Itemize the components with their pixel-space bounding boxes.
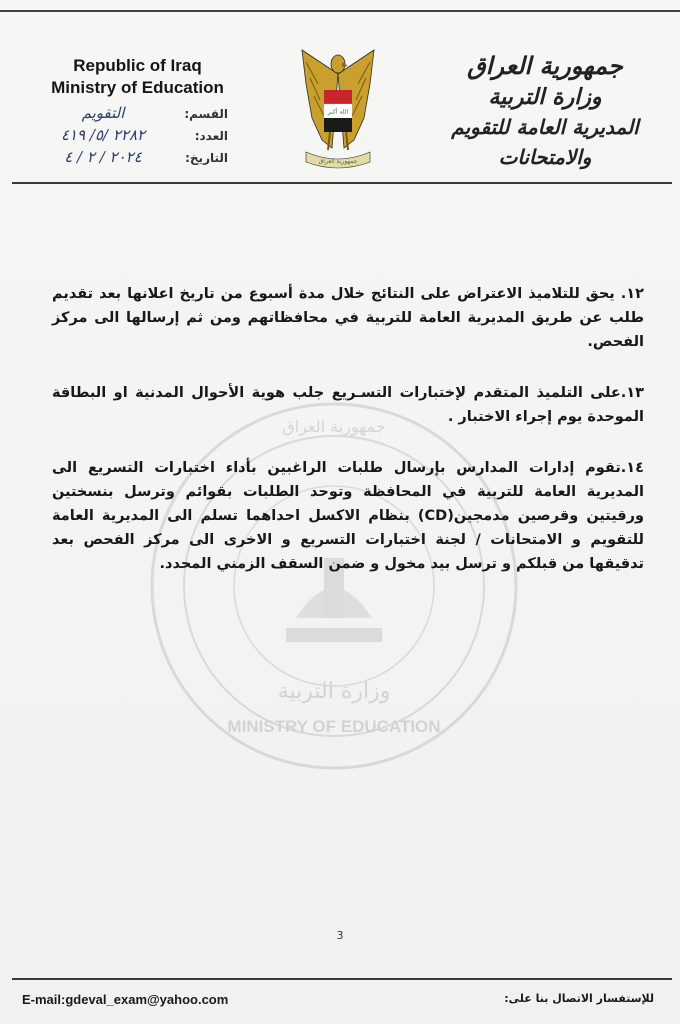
watermark-top-text: جمهورية العراق bbox=[282, 417, 386, 436]
arabic-country-name: جمهورية العراق bbox=[467, 51, 623, 80]
english-header bbox=[20, 55, 255, 99]
document-body bbox=[52, 282, 644, 603]
header-divider bbox=[12, 182, 672, 184]
arabic-header bbox=[425, 50, 665, 172]
english-ministry-name: Ministry of Education bbox=[51, 78, 224, 97]
department-row bbox=[28, 104, 228, 126]
date-label: التاريخ: bbox=[185, 151, 228, 165]
footer-email: E-mail:gdeval_exam@yahoo.com bbox=[22, 992, 229, 1007]
department-value: التقويم bbox=[81, 104, 125, 122]
english-country-name: Republic of Iraq bbox=[73, 56, 202, 75]
paragraph-14: ١٤.تقوم إدارات المدارس بإرسال طلبات الراغبين بأداء اختبارات التسريع الى المديرية العامة للتربية في المحافظة وتوحد الطلبات بقوائم وترسل بنسختين ورقيتين وقرصين مدمجين(CD) بنظام الاكسل احداهما تسلم الى المديرية العامة للتقويم و الامتحانات / لجنة اختبارات التسريع و الاخرى الى مركز الفحص بعد تدقيقها من قبلكم و ترسل بيد مخول و ضمن السقف الزمني المحدد. bbox=[52, 460, 645, 572]
page-number: 3 bbox=[336, 929, 344, 942]
top-border-rule bbox=[0, 10, 680, 12]
emblem-scroll-text: جمهورية العراق bbox=[318, 158, 358, 165]
footer-divider bbox=[12, 978, 672, 980]
footer-contact-label: للإستفسار الاتصال بنا على: bbox=[504, 992, 654, 1005]
emblem-banner-text: الله أكبر bbox=[327, 108, 349, 116]
date-row bbox=[28, 148, 228, 170]
reference-fields bbox=[28, 104, 228, 170]
arabic-ministry-name: وزارة التربية bbox=[488, 84, 602, 110]
department-label: القسم: bbox=[184, 107, 228, 121]
paragraph-13: ١٣.على التلميذ المتقدم لإختبارات التسـريع جلب هوية الأحوال المدنية او البطاقة الموحدة يوم إجراء الاختبار . bbox=[52, 385, 644, 425]
paragraph-12: ١٢. يحق للتلاميذ الاعتراض على النتائج خلال مدة أسبوع من تاريخ اعلانها بعد تقديم طلب عن طريق المديرية العامة للتربية في محافظاتهم ومن ثم إرسالها الى مركز الفحص. bbox=[52, 286, 644, 350]
number-label: العدد: bbox=[194, 129, 228, 143]
number-value: ٢٢٨٢ /٥/ ٤١٩ bbox=[60, 126, 146, 144]
watermark-arabic-ministry: وزارة التربية bbox=[277, 679, 391, 704]
number-row bbox=[28, 126, 228, 148]
watermark-english-ministry: MINISTRY OF EDUCATION bbox=[227, 717, 441, 736]
date-value: ٢٠٢٤ / ٢ / ٤ bbox=[64, 148, 142, 166]
eagle-emblem-icon bbox=[296, 44, 380, 172]
arabic-directorate-name: المديرية العامة للتقويم والامتحانات bbox=[451, 115, 639, 169]
